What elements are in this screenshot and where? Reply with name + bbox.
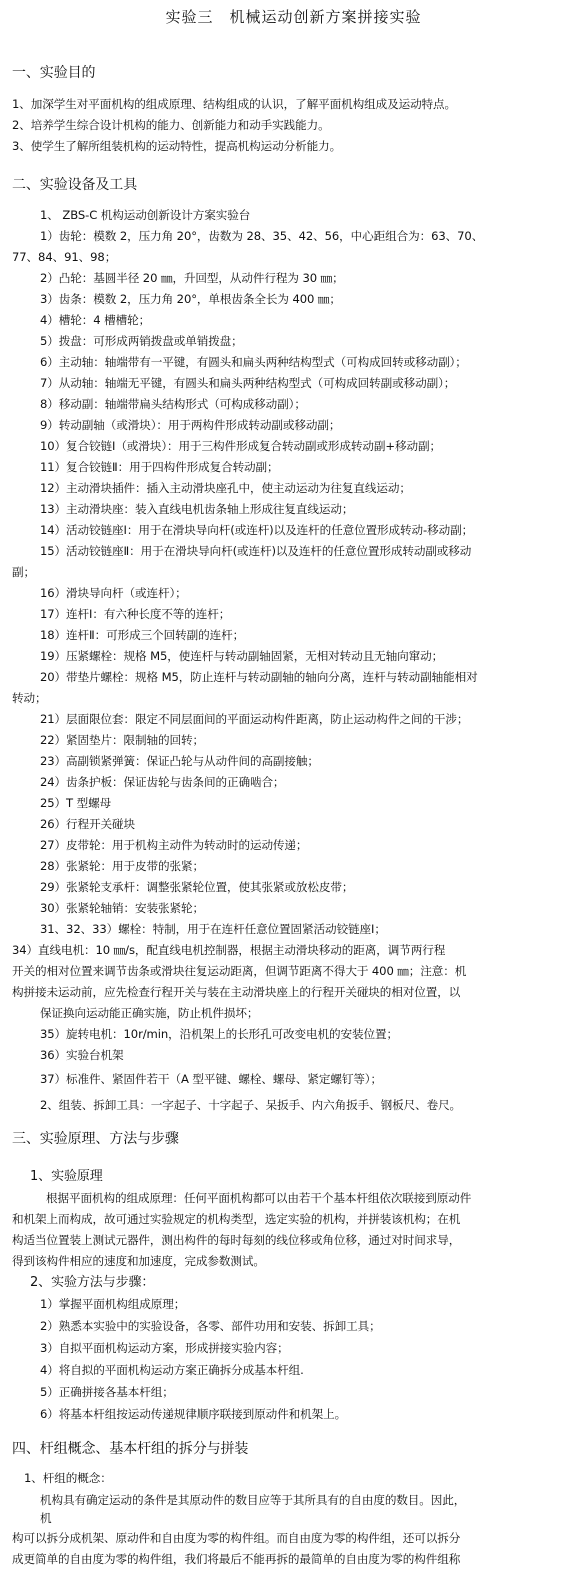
equipment-line: 23）高副锁紧弹簧：保证凸轮与从动件间的高副接触； [40, 754, 319, 768]
equipment-line: 4）槽轮：4 槽槽轮； [40, 313, 151, 327]
objective-item: 2、培养学生综合设计机构的能力、创新能力和动手实践能力。 [12, 118, 330, 132]
equipment-line: 2）凸轮：基圆半径 20 ㎜，升回型，从动件行程为 30 ㎜； [40, 271, 344, 285]
subsection-heading: 1、杆组的概念： [24, 1471, 112, 1485]
step-line: 4）将自拟的平面机构运动方案正确拆分成基本杆组. [40, 1363, 304, 1377]
equipment-line: 8）移动副：轴端带扁头结构形式（可构成移动副）； [40, 397, 306, 411]
subsection-heading: 2、实验方法与步骤： [30, 1275, 155, 1290]
equipment-line: 19）压紧螺栓：规格 M5，使连杆与转动副轴固紧，无相对转动且无轴向窜动； [40, 649, 444, 663]
paragraph-line: 机构具有确定运动的条件是其原动件的数目应等于其所具有的自由度的数目。因此， [40, 1493, 466, 1507]
step-line: 6）将基本杆组按运动传递规律顺序联接到原动件和机架上。 [40, 1407, 347, 1421]
paragraph-line: 构适当位置装上测试元器件，测出构件的每时每刻的线位移或角位移，通过对时间求导， [12, 1233, 461, 1247]
equipment-line: 18）连杆Ⅱ：可形成三个回转副的连杆； [40, 628, 245, 642]
step-line: 3）自拟平面机构运动方案，形成拼接实验内容； [40, 1341, 289, 1355]
document-title: 实验三 机械运动创新方案拼接实验 [165, 8, 422, 26]
equipment-line: 转动； [12, 691, 47, 705]
equipment-line: 1、 ZBS-C 机构运动创新设计方案实验台 [40, 208, 251, 222]
equipment-line: 31、32、33）螺栓：特制，用于在连杆任意位置固紧活动铰链座Ⅰ； [40, 922, 386, 936]
equipment-line: 保证换向运动能正确实施，防止机件损坏； [40, 1006, 259, 1020]
equipment-line: 28）张紧轮：用于皮带的张紧； [40, 859, 204, 873]
objective-item: 1、加深学生对平面机构的组成原理、结构组成的认识，了解平面机构组成及运动特点。 [12, 97, 457, 111]
paragraph-line: 构可以拆分成机架、原动件和自由度为零的构件组。而自由度为零的构件组，还可以拆分 [12, 1531, 461, 1545]
equipment-line: 9）转动副轴（或滑块）：用于两构件形成转动副或移动副； [40, 418, 341, 432]
equipment-line: 11）复合铰链Ⅱ：用于四构件形成复合转动副； [40, 460, 279, 474]
equipment-line: 2、组装、拆卸工具：一字起子、十字起子、呆扳手、内六角扳手、钢板尺、卷尺。 [40, 1098, 462, 1112]
equipment-line: 27）皮带轮：用于机构主动件为转动时的运动传递； [40, 838, 308, 852]
equipment-line: 7）从动轴：轴端无平键，有圆头和扁头两种结构型式（可构成回转副或移动副）； [40, 376, 456, 390]
step-line: 5）正确拼接各基本杆组； [40, 1385, 174, 1399]
equipment-line: 15）活动铰链座Ⅱ：用于在滑块导向杆(或连杆)以及连杆的任意位置形成转动副或移动 [40, 544, 472, 558]
equipment-line: 30）张紧轮轴销：安装张紧轮； [40, 901, 204, 915]
equipment-line: 34）直线电机：10 ㎜/s，配直线电机控制器，根据主动滑块移动的距离，调节两行程 [12, 943, 446, 957]
step-line: 2）熟悉本实验中的实验设备，各零、部件功用和安装、拆卸工具； [40, 1319, 381, 1333]
equipment-line: 16）滑块导向杆（或连杆）； [40, 586, 187, 600]
equipment-line: 构拼接未运动前，应先检查行程开关与装在主动滑块座上的行程开关碰块的相对位置，以 [12, 985, 461, 999]
equipment-line: 20）带垫片螺栓：规格 M5，防止连杆与转动副轴的轴向分离，连杆与转动副轴能相对 [40, 670, 478, 684]
section-heading-equipment: 二、实验设备及工具 [12, 177, 138, 193]
subsection-heading: 1、实验原理 [30, 1169, 103, 1184]
paragraph-line: 得到该构件相应的速度和加速度，完成参数测试。 [12, 1254, 265, 1268]
equipment-line: 副； [12, 565, 35, 579]
equipment-line: 12）主动滑块插件：插入主动滑块座孔中，使主动运动为往复直线运动； [40, 481, 411, 495]
section-heading-objectives: 一、实验目的 [12, 65, 96, 81]
paragraph-line: 和机架上而构成，故可通过实验规定的机构类型，选定实验的机构，并拼装该机构；在机 [12, 1212, 461, 1226]
equipment-line: 29）张紧轮支承杆：调整张紧轮位置，使其张紧或放松皮带； [40, 880, 354, 894]
objective-item: 3、使学生了解所组装机构的运动特性，提高机构运动分析能力。 [12, 139, 342, 153]
equipment-line: 开关的相对位置来调节齿条或滑块往复运动距离，但调节距离不得大于 400 ㎜；注意：机 [12, 964, 467, 978]
equipment-line: 36）实验台机架 [40, 1048, 124, 1062]
equipment-line: 37）标准件、紧固件若干（A 型平键、螺栓、螺母、紧定螺钉等）； [40, 1072, 382, 1086]
equipment-line: 22）紧固垫片：限制轴的回转； [40, 733, 204, 747]
paragraph-line: 机 [40, 1511, 52, 1525]
equipment-line: 26）行程开关碰块 [40, 817, 136, 831]
equipment-line: 13）主动滑块座：装入直线电机齿条轴上形成往复直线运动； [40, 502, 354, 516]
equipment-line: 10）复合铰链Ⅰ（或滑块）：用于三构件形成复合转动副或形成转动副+移动副； [40, 439, 441, 453]
paragraph-line: 成更简单的自由度为零的构件组，我们将最后不能再拆的最简单的自由度为零的构件组称 [12, 1552, 461, 1566]
equipment-line: 1）齿轮：模数 2，压力角 20°，齿数为 28、35、42、56，中心距组合为：63、70、 [40, 229, 484, 243]
section-heading-linkage: 四、杆组概念、基本杆组的拆分与拼装 [12, 1441, 249, 1457]
step-line: 1）掌握平面机构组成原理； [40, 1297, 186, 1311]
section-heading-principle: 三、实验原理、方法与步骤 [12, 1131, 179, 1147]
equipment-line: 14）活动铰链座Ⅰ：用于在滑块导向杆(或连杆)以及连杆的任意位置形成转动-移动副； [40, 523, 474, 537]
equipment-line: 21）层面限位套：限定不同层面间的平面运动构件距离，防止运动构件之间的干涉； [40, 712, 469, 726]
equipment-line: 6）主动轴：轴端带有一平键，有圆头和扁头两种结构型式（可构成回转或移动副）； [40, 355, 467, 369]
equipment-line: 25）T 型螺母 [40, 796, 112, 810]
equipment-line: 17）连杆Ⅰ：有六种长度不等的连杆； [40, 607, 231, 621]
equipment-line: 35）旋转电机：10r/min，沿机架上的长形孔可改变电机的安装位置； [40, 1027, 398, 1041]
equipment-line: 24）齿条护板：保证齿轮与齿条间的正确啮合； [40, 775, 285, 789]
equipment-line: 77、84、91、98； [12, 250, 117, 264]
equipment-line: 3）齿条：模数 2，压力角 20°，单根齿条全长为 400 ㎜； [40, 292, 341, 306]
equipment-line: 5）拨盘：可形成两销拨盘或单销拨盘； [40, 334, 243, 348]
paragraph-line: 根据平面机构的组成原理：任何平面机构都可以由若干个基本杆组依次联接到原动件 [46, 1191, 472, 1205]
